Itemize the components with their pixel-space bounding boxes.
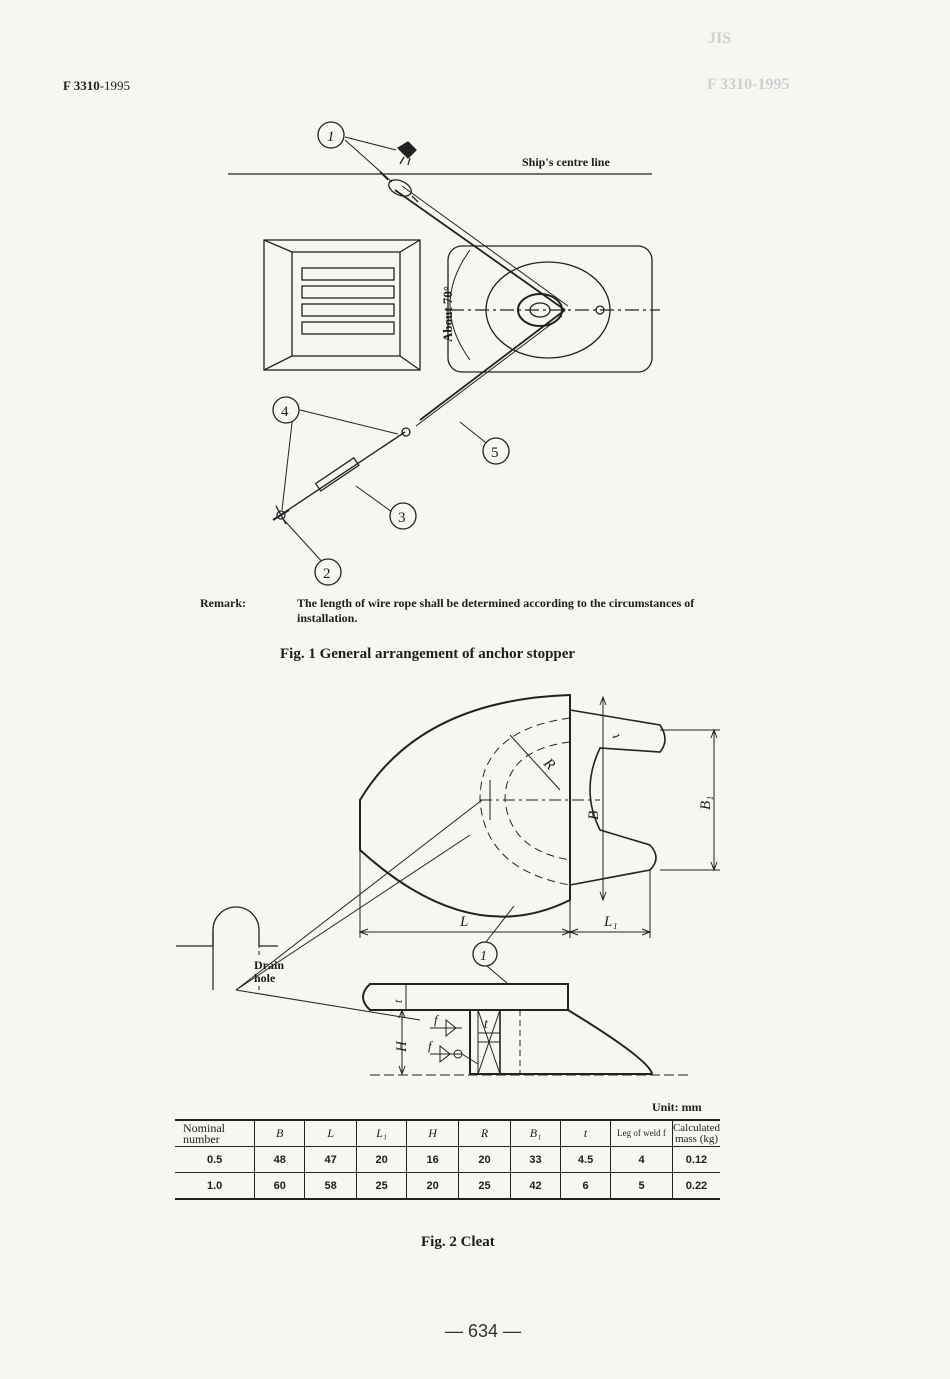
document-code-year: -1995 bbox=[99, 78, 131, 93]
cell: 48 bbox=[255, 1147, 305, 1173]
document-code-number: F 3310 bbox=[63, 78, 100, 93]
dim-t-top-label: t bbox=[607, 731, 623, 742]
table-row bbox=[175, 1147, 720, 1173]
col-h: H bbox=[407, 1120, 459, 1147]
cell: 16 bbox=[407, 1147, 459, 1173]
svg-text:5: 5 bbox=[491, 445, 499, 461]
cell: 6 bbox=[561, 1173, 611, 1200]
cleat-plan-outline bbox=[360, 695, 570, 917]
svg-text:f: f bbox=[434, 1012, 438, 1027]
col-t: t bbox=[561, 1120, 611, 1147]
col-nominal-number: Nominal number bbox=[183, 1120, 225, 1146]
dim-b1-label: B₁ bbox=[698, 795, 714, 810]
fig1-caption: Fig. 1 General arrangement of anchor stopper bbox=[280, 646, 576, 662]
cell: 25 bbox=[459, 1173, 511, 1200]
cell: 47 bbox=[305, 1147, 357, 1173]
table-header-row bbox=[175, 1120, 720, 1147]
col-l1: L₁ bbox=[357, 1120, 407, 1147]
col-leg-of-weld: Leg of weld f bbox=[611, 1120, 673, 1147]
dim-r-label: R bbox=[540, 755, 558, 774]
svg-text:1: 1 bbox=[327, 129, 335, 145]
drain-label-line2: hole bbox=[254, 971, 276, 985]
cell: 20 bbox=[407, 1173, 459, 1200]
weld-symbol-icon bbox=[430, 1012, 462, 1036]
cell: 4 bbox=[611, 1147, 673, 1173]
cell: 0.22 bbox=[672, 1173, 720, 1200]
cell: 25 bbox=[357, 1173, 407, 1200]
fig2-callout-1 bbox=[473, 906, 514, 984]
cell: 60 bbox=[255, 1173, 305, 1200]
dim-t-left-label: t bbox=[391, 999, 405, 1003]
svg-text:1: 1 bbox=[480, 949, 487, 964]
svg-text:4: 4 bbox=[281, 404, 289, 420]
fig2-caption: Fig. 2 Cleat bbox=[421, 1234, 495, 1250]
cleat-hidden-arc bbox=[480, 718, 570, 885]
cell: 33 bbox=[511, 1147, 561, 1173]
dim-h-label: H bbox=[394, 1041, 410, 1052]
cleat-inner-arc bbox=[505, 742, 570, 860]
svg-text:f: f bbox=[428, 1038, 432, 1053]
cell: 0.12 bbox=[672, 1147, 720, 1173]
cell: 4.5 bbox=[561, 1147, 611, 1173]
cleat-dimension-table bbox=[175, 1119, 720, 1200]
ghost-jis: JIS bbox=[708, 30, 732, 47]
cell: 1.0 bbox=[206, 1179, 223, 1192]
centre-line-label: Ship's centre line bbox=[522, 155, 610, 169]
cell: 5 bbox=[611, 1173, 673, 1200]
remark-text: The length of wire rope shall be determined according to the circumstances of installation. bbox=[297, 596, 695, 625]
dim-l-label: L bbox=[460, 914, 469, 930]
cell: 20 bbox=[459, 1147, 511, 1173]
unit-label: Unit: mm bbox=[652, 1100, 702, 1114]
cell: 42 bbox=[511, 1173, 561, 1200]
page-number: — 634 — bbox=[445, 1321, 522, 1341]
cell: 0.5 bbox=[206, 1153, 223, 1166]
dim-b-label: B bbox=[586, 810, 602, 820]
dim-l1-label: L₁ bbox=[604, 914, 618, 930]
col-calculated-mass: Calculated mass (kg) bbox=[672, 1121, 720, 1145]
svg-text:2: 2 bbox=[323, 566, 331, 582]
remark-label: Remark: bbox=[200, 596, 246, 610]
col-b1: B₁ bbox=[511, 1120, 561, 1147]
drain-label-line1: Drain bbox=[254, 958, 284, 972]
cleat-elevation bbox=[363, 984, 690, 1075]
col-r: R bbox=[459, 1120, 511, 1147]
table-row bbox=[175, 1173, 720, 1200]
ghost-code: F 3310-1995 bbox=[707, 76, 790, 93]
col-b: B bbox=[255, 1120, 305, 1147]
svg-text:3: 3 bbox=[398, 510, 406, 526]
dim-t-right-label: t bbox=[484, 1017, 488, 1032]
cell: 20 bbox=[357, 1147, 407, 1173]
col-l: L bbox=[305, 1120, 357, 1147]
angle-label: About 70° bbox=[440, 285, 455, 342]
cell: 58 bbox=[305, 1173, 357, 1200]
